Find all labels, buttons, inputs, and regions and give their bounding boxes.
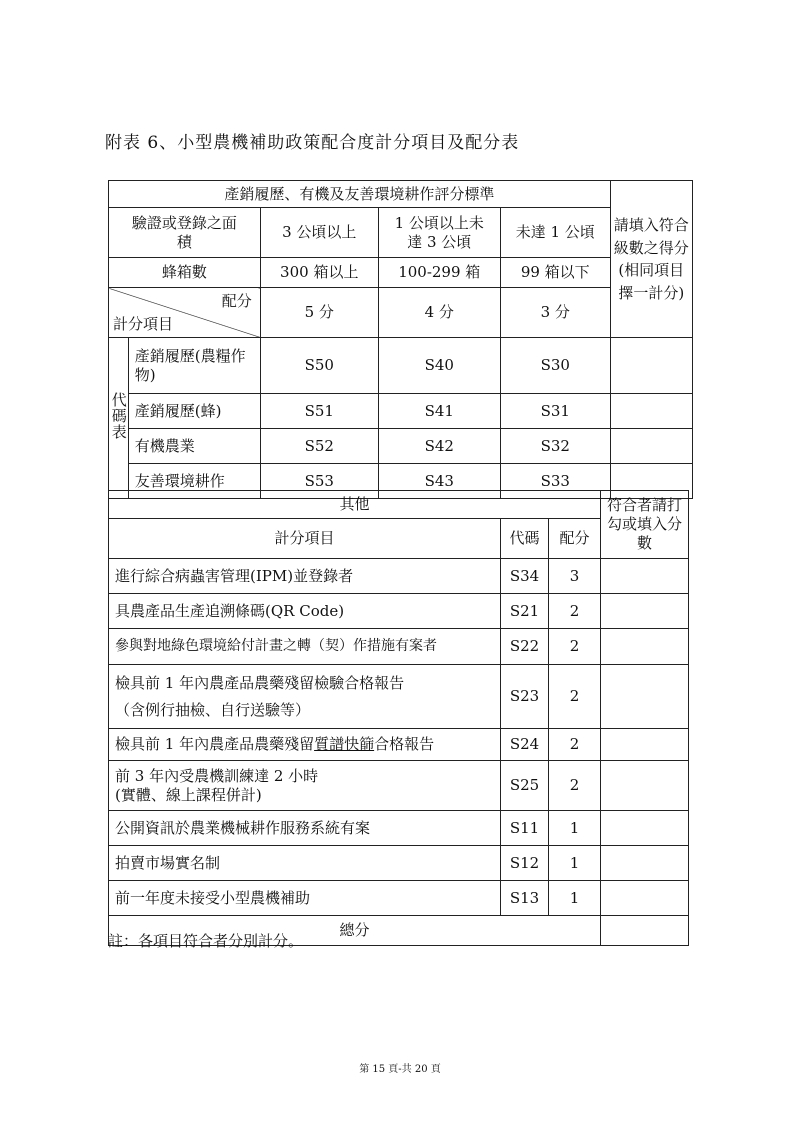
item-line-2: （含例行抽檢、自行送驗等）: [115, 700, 311, 719]
item-cell: 公開資訊於農業機械耕作服務系統有案: [109, 811, 501, 846]
area-label: 驗證或登錄之面積: [109, 208, 261, 258]
item-text-pre: 檢具前 1 年內農產品農藥殘留: [115, 735, 315, 754]
fill-cell[interactable]: [601, 761, 689, 811]
col-item-header: 計分項目: [109, 519, 501, 559]
scoring-standard-table: [108, 180, 693, 499]
diag-bottom-label: 計分項目: [113, 315, 174, 334]
area-level-3: 未達 1 公頃: [500, 208, 610, 258]
col-score-header: 配分: [549, 519, 601, 559]
other-items-table: [108, 490, 689, 946]
hive-level-3: 99 箱以下: [500, 258, 610, 288]
fill-cell[interactable]: [601, 729, 689, 761]
table2-fill-header: 符合者請打勾或填入分數: [601, 491, 689, 559]
code-cell: S22: [501, 629, 549, 665]
code-cell: S51: [260, 394, 378, 429]
row-name: 產銷履歷(蜂): [128, 394, 260, 429]
fill-cell[interactable]: [601, 594, 689, 629]
area-level-1: 3 公頃以上: [260, 208, 378, 258]
fill-cell[interactable]: [601, 846, 689, 881]
score-cell: 2: [549, 761, 601, 811]
row-name: 友善環境耕作: [128, 464, 260, 499]
item-cell: [109, 729, 501, 761]
page-footer: 第 15 頁-共 20 頁: [359, 1064, 441, 1075]
score-4: 4 分: [378, 288, 500, 338]
table1-fill-header: 請填入符合級數之得分(相同項目擇一計分): [610, 181, 692, 338]
code-cell: S50: [260, 338, 378, 394]
row-name: 有機農業: [128, 429, 260, 464]
item-cell: 前一年度未接受小型農機補助: [109, 881, 501, 916]
table2-header: 其他: [109, 491, 601, 519]
total-fill-cell[interactable]: [601, 916, 689, 946]
item-cell: 進行綜合病蟲害管理(IPM)並登錄者: [109, 559, 501, 594]
fill-cell[interactable]: [610, 338, 692, 394]
fill-cell[interactable]: [610, 394, 692, 429]
hive-level-1: 300 箱以上: [260, 258, 378, 288]
score-cell: 1: [549, 811, 601, 846]
fill-cell[interactable]: [601, 665, 689, 729]
code-cell: S32: [500, 429, 610, 464]
code-cell: S21: [501, 594, 549, 629]
total-label: 總分: [109, 916, 601, 946]
code-cell: S53: [260, 464, 378, 499]
item-line-1: 檢具前 1 年內農產品農藥殘留檢驗合格報告: [115, 673, 405, 692]
score-cell: 1: [549, 881, 601, 916]
hive-label: 蜂箱數: [109, 258, 261, 288]
diag-top-label: 配分: [221, 292, 252, 310]
code-cell: S52: [260, 429, 378, 464]
score-cell: 2: [549, 729, 601, 761]
code-cell: S31: [500, 394, 610, 429]
item-text-post: 合格報告: [374, 735, 435, 754]
fill-cell[interactable]: [601, 629, 689, 665]
code-cell: S30: [500, 338, 610, 394]
score-3: 3 分: [500, 288, 610, 338]
score-5: 5 分: [260, 288, 378, 338]
score-cell: 2: [549, 594, 601, 629]
item-cell: 拍賣市場實名制: [109, 846, 501, 881]
item-text-underlined: 質譜快篩: [314, 735, 375, 754]
item-cell: 參與對地綠色環境給付計畫之轉（契）作措施有案者: [109, 629, 501, 665]
code-cell: S33: [500, 464, 610, 499]
score-cell: 2: [549, 665, 601, 729]
code-cell: S13: [501, 881, 549, 916]
footnote: 註：各項目符合者分別計分。: [108, 932, 304, 950]
score-cell: 2: [549, 629, 601, 665]
diagonal-header-cell: [109, 288, 261, 338]
code-cell: S12: [501, 846, 549, 881]
page-title: 附表 6、小型農機補助政策配合度計分項目及配分表: [105, 133, 520, 153]
item-cell: [109, 761, 501, 811]
code-cell: S43: [378, 464, 500, 499]
area-level-2: 1 公頃以上未達 3 公頃: [378, 208, 500, 258]
fill-cell[interactable]: [601, 811, 689, 846]
code-table-label: 代碼表: [109, 338, 129, 499]
item-cell: [109, 665, 501, 729]
item-line-2: (實體、線上課程併計): [115, 785, 262, 804]
score-cell: 3: [549, 559, 601, 594]
row-name: 產銷履歷(農糧作物): [128, 338, 260, 394]
col-code-header: 代碼: [501, 519, 549, 559]
item-line-1: 前 3 年內受農機訓練達 2 小時: [115, 766, 319, 785]
hive-level-2: 100-299 箱: [378, 258, 500, 288]
item-cell: 具農產品生產追溯條碼(QR Code): [109, 594, 501, 629]
code-cell: S41: [378, 394, 500, 429]
code-cell: S34: [501, 559, 549, 594]
code-cell: S40: [378, 338, 500, 394]
code-cell: S11: [501, 811, 549, 846]
fill-cell[interactable]: [601, 559, 689, 594]
table1-header: 產銷履歷、有機及友善環境耕作評分標準: [109, 181, 611, 208]
code-cell: S23: [501, 665, 549, 729]
score-cell: 1: [549, 846, 601, 881]
code-cell: S42: [378, 429, 500, 464]
code-cell: S24: [501, 729, 549, 761]
fill-cell[interactable]: [610, 429, 692, 464]
fill-cell[interactable]: [601, 881, 689, 916]
code-cell: S25: [501, 761, 549, 811]
